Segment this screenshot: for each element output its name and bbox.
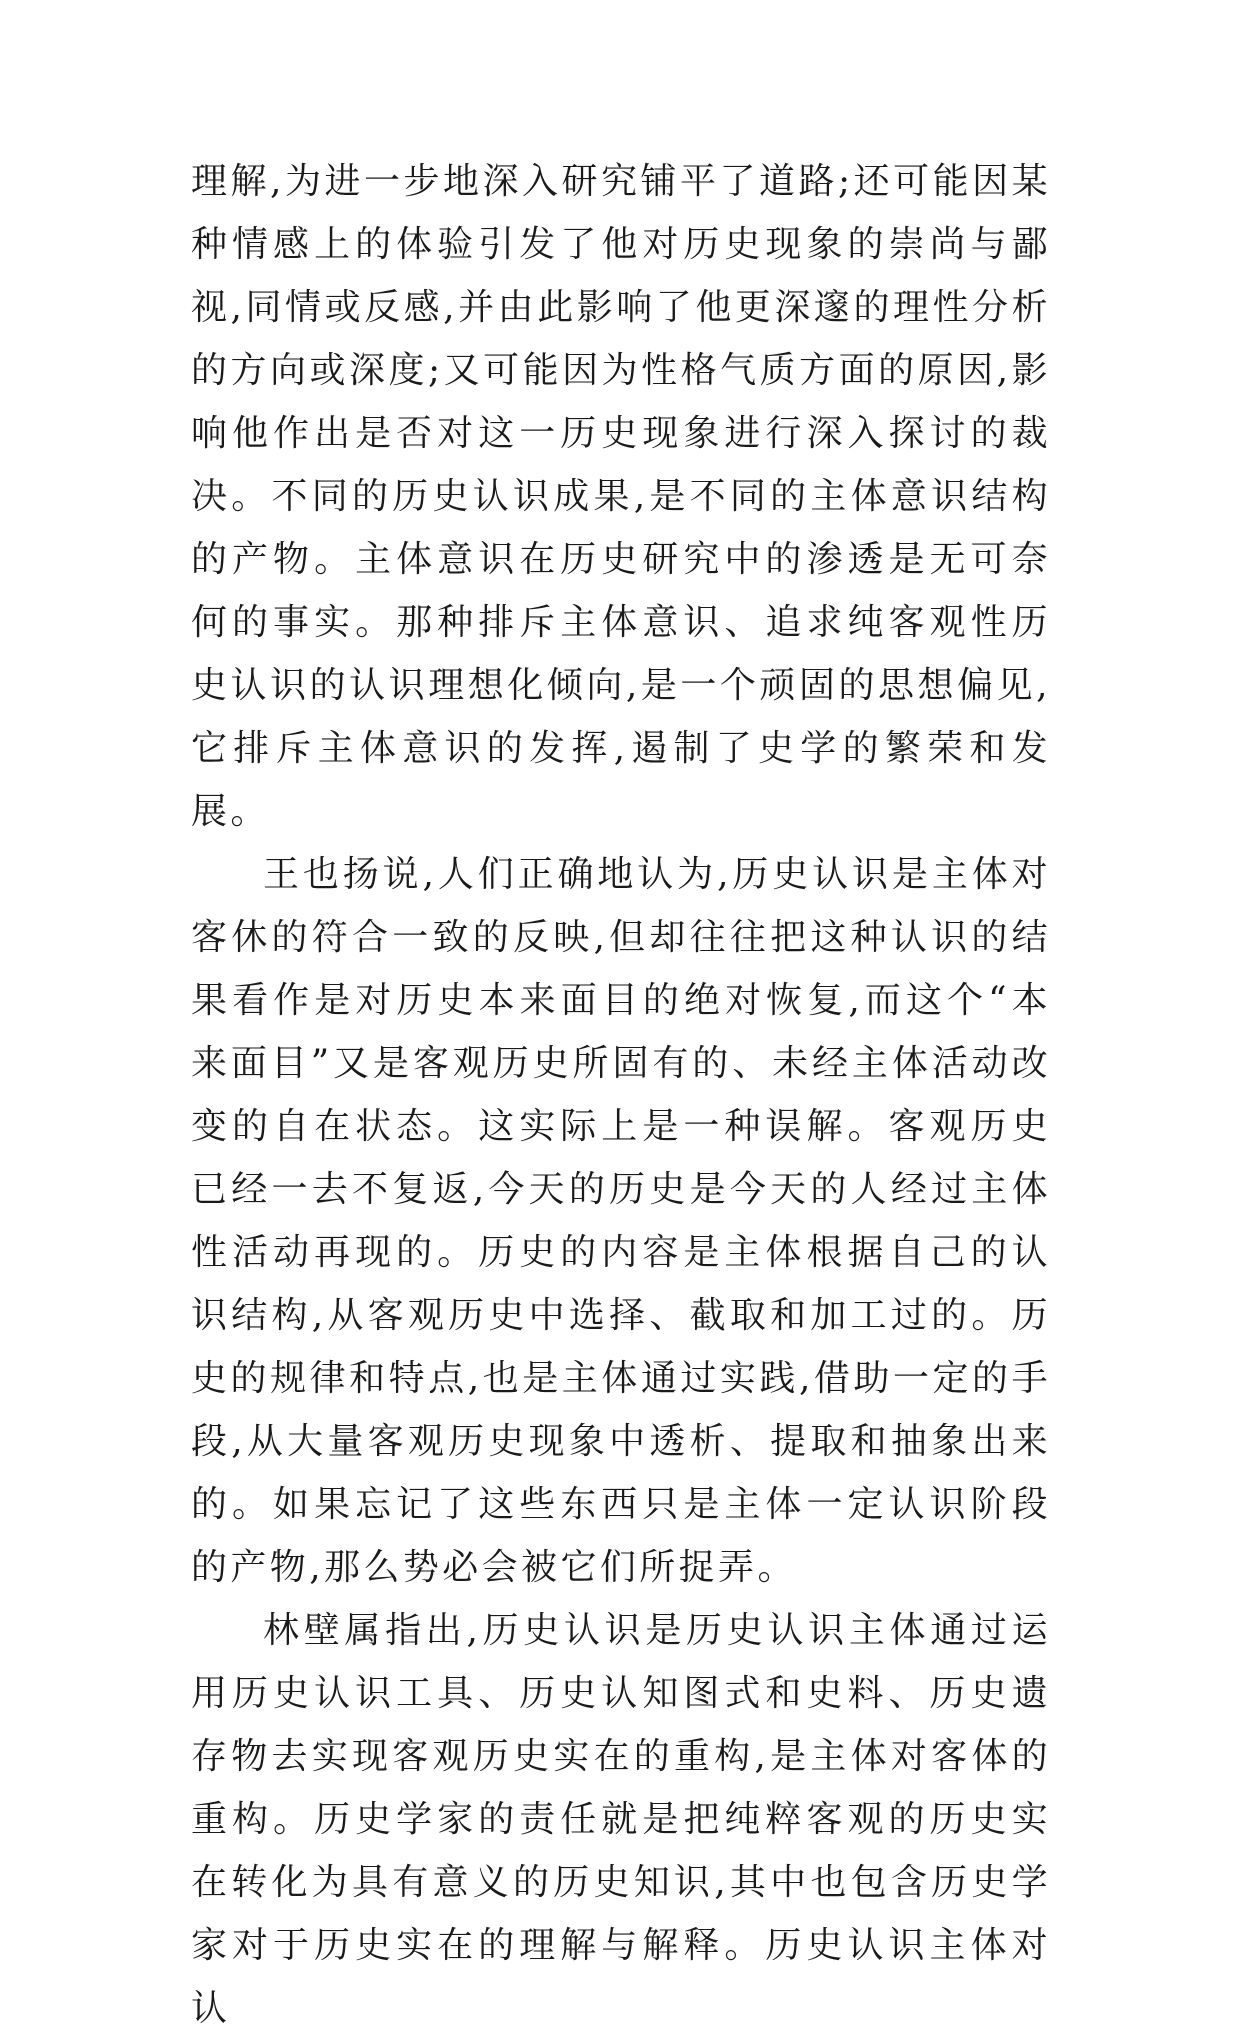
paragraph-2: 王也扬说,人们正确地认为,历史认识是主体对客休的符合一致的反映,但却往往把这种认识的结果看作是对历史本来面目的绝对恢复,而这个“本来面目”又是客观历史所固有的、未经主体活动改变的自在状态。这实际上是一种误解。客观历史已经一去不复返,今天的历史是今天的人经过主体性活动再现的。历史的内容是主体根据自己的认识结构,从客观历史中选择、截取和加工过的。历史的规律和特点,也是主体通过实践,借助一定的手段,从大量客观历史现象中透析、提取和抽象出来的。如果忘记了这些东西只是主体一定认识阶段的产物,那么势必会被它们所捉弄。 [191,854,1051,1588]
paragraph-1-continued: 理解,为进一步地深入研究铺平了道路;还可能因某种情感上的体验引发了他对历史现象的崇尚与鄙视,同情或反感,并由此影响了他更深邃的理性分析的方向或深度;又可能因为性格气质方面的原因,影响他作出是否对这一历史现象进行深入探讨的裁决。不同的历史认识成果,是不同的主体意识结构的产物。主体意识在历史研究中的渗透是无可奈何的事实。那种排斥主体意识、追求纯客观性历史认识的认识理想化倾向,是一个顽固的思想偏见,它排斥主体意识的发挥,遏制了史学的繁荣和发展。 [191,161,1051,832]
paragraph-3: 林壁属指出,历史认识是历史认识主体通过运用历史认识工具、历史认知图式和史料、历史遗存物去实现客观历史实在的重构,是主体对客体的重构。历史学家的责任就是把纯粹客观的历史实在转化为具有意义的历史知识,其中也包含历史学家对于历史实在的理解与解释。历史认识主体对认 [191,1610,1051,2029]
body-text [191,150,1051,2040]
